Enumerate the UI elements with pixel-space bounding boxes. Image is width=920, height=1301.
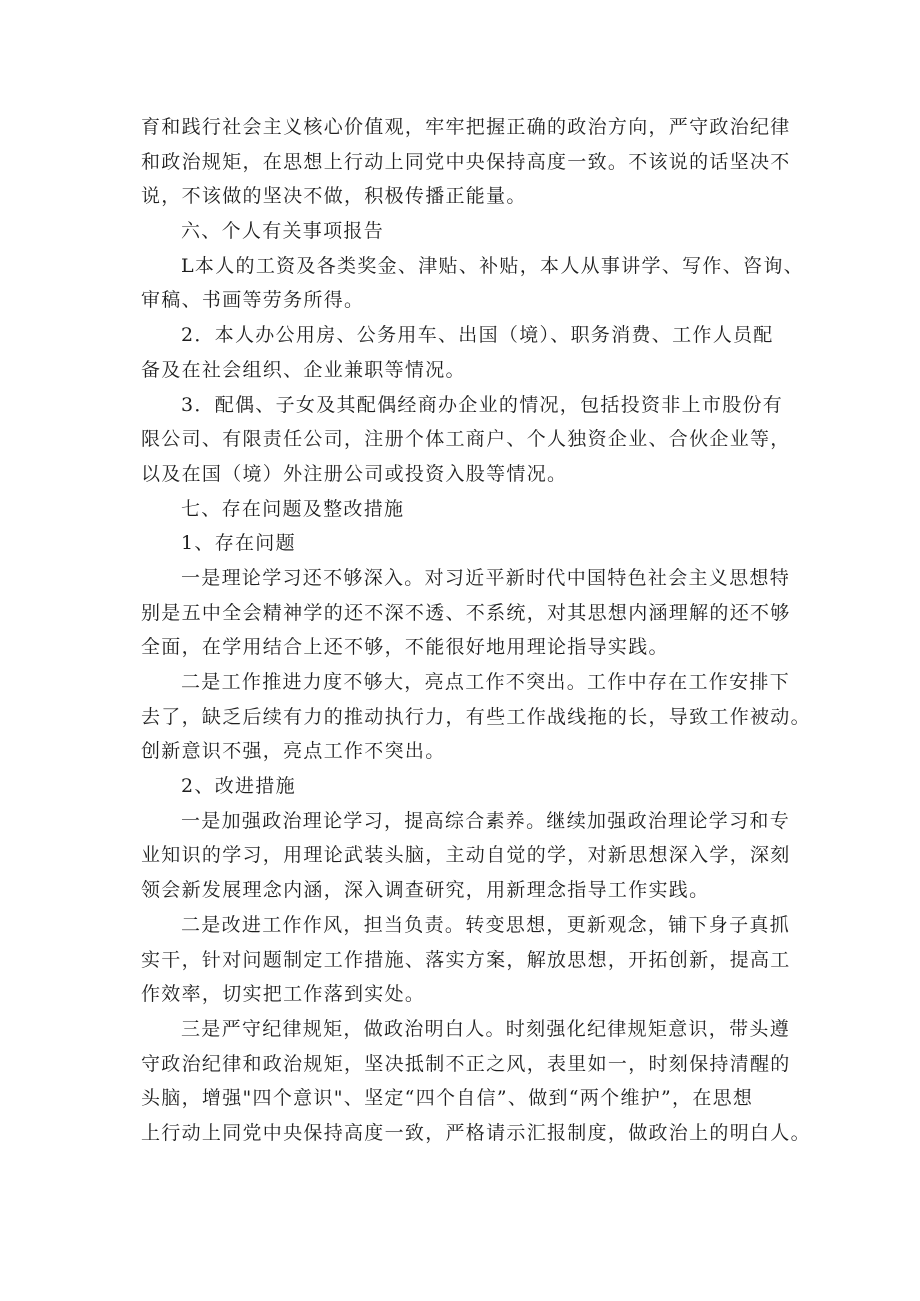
text-line: 作效率，切实把工作落到实处。 <box>141 983 426 1006</box>
text-line: 二是改进工作作风，担当负责。转变思想，更新观念，铺下身子真抓 <box>181 913 791 936</box>
text-line: 全面，在学用结合上还不够，不能很好地用理论指导实践。 <box>141 636 669 659</box>
text-line: 二是工作推进力度不够大，亮点工作不突出。工作中存在工作安排下 <box>181 671 791 693</box>
text-line: 育和践行社会主义核心价值观，牢牢把握正确的政治方向，严守政治纪律 <box>141 116 791 138</box>
text-line: 三是严守纪律规矩，做政治明白人。时刻强化纪律规矩意识，带头遵 <box>181 1017 791 1040</box>
text-line: 去了，缺乏后续有力的推动执行力，有些工作战线拖的长，导致工作被动。 <box>141 705 811 728</box>
text-line: 实干，针对问题制定工作措施、落实方案，解放思想，开拓创新，提高工 <box>141 948 791 971</box>
text-line: 一是加强政治理论学习，提高综合素养。继续加强政治理论学习和专 <box>181 809 791 832</box>
text-line: 守政治纪律和政治规矩，坚决抵制不正之风，表里如一，时刻保持清醒的 <box>141 1052 791 1075</box>
subsection-heading: 1、存在问题 <box>181 532 296 555</box>
text-line: 3．配偶、子女及其配偶经商办企业的情况，包括投资非上市股份有 <box>181 393 784 416</box>
text-line: 审稿、书画等劳务所得。 <box>141 289 365 312</box>
text-line: 和政治规矩，在思想上行动上同党中央保持高度一致。不该说的话坚决不 <box>141 150 791 173</box>
text-line: 2．本人办公用房、公务用车、出国（境）、职务消费、工作人员配 <box>181 324 774 347</box>
text-line: 上行动上同党中央保持高度一致，严格请示汇报制度，做政治上的明白人。 <box>141 1121 811 1144</box>
text-line: 备及在社会组织、企业兼职等情况。 <box>141 358 466 381</box>
text-line: 限公司、有限责任公司，注册个体工商户、个人独资企业、合伙企业等， <box>141 428 791 451</box>
subsection-heading: 2、改进措施 <box>181 775 296 798</box>
section-heading: 六、个人有关事项报告 <box>181 220 385 243</box>
text-line: 领会新发展理念内涵，深入调查研究，用新理念指导工作实践。 <box>141 879 710 902</box>
text-line: 别是五中全会精神学的还不深不透、不系统，对其思想内涵理解的还不够 <box>141 601 791 624</box>
text-line: 以及在国（境）外注册公司或投资入股等情况。 <box>141 462 568 485</box>
text-line: 一是理论学习还不够深入。对习近平新时代中国特色社会主义思想特 <box>181 566 791 589</box>
text-line: 说，不该做的坚决不做，积极传播正能量。 <box>141 185 527 208</box>
document-body <box>141 110 811 1151</box>
text-line: 头脑，增强"四个意识"、坚定“四个自信”、做到“两个维护”，在思想 <box>141 1087 754 1110</box>
text-line: 创新意识不强，亮点工作不突出。 <box>141 740 446 763</box>
text-line: 业知识的学习，用理论武装头脑，主动自觉的学，对新思想深入学，深刻 <box>141 844 791 867</box>
section-heading: 七、存在问题及整改措施 <box>181 497 405 520</box>
text-line: L本人的工资及各类奖金、津贴、补贴，本人从事讲学、写作、咨询、 <box>181 254 804 277</box>
